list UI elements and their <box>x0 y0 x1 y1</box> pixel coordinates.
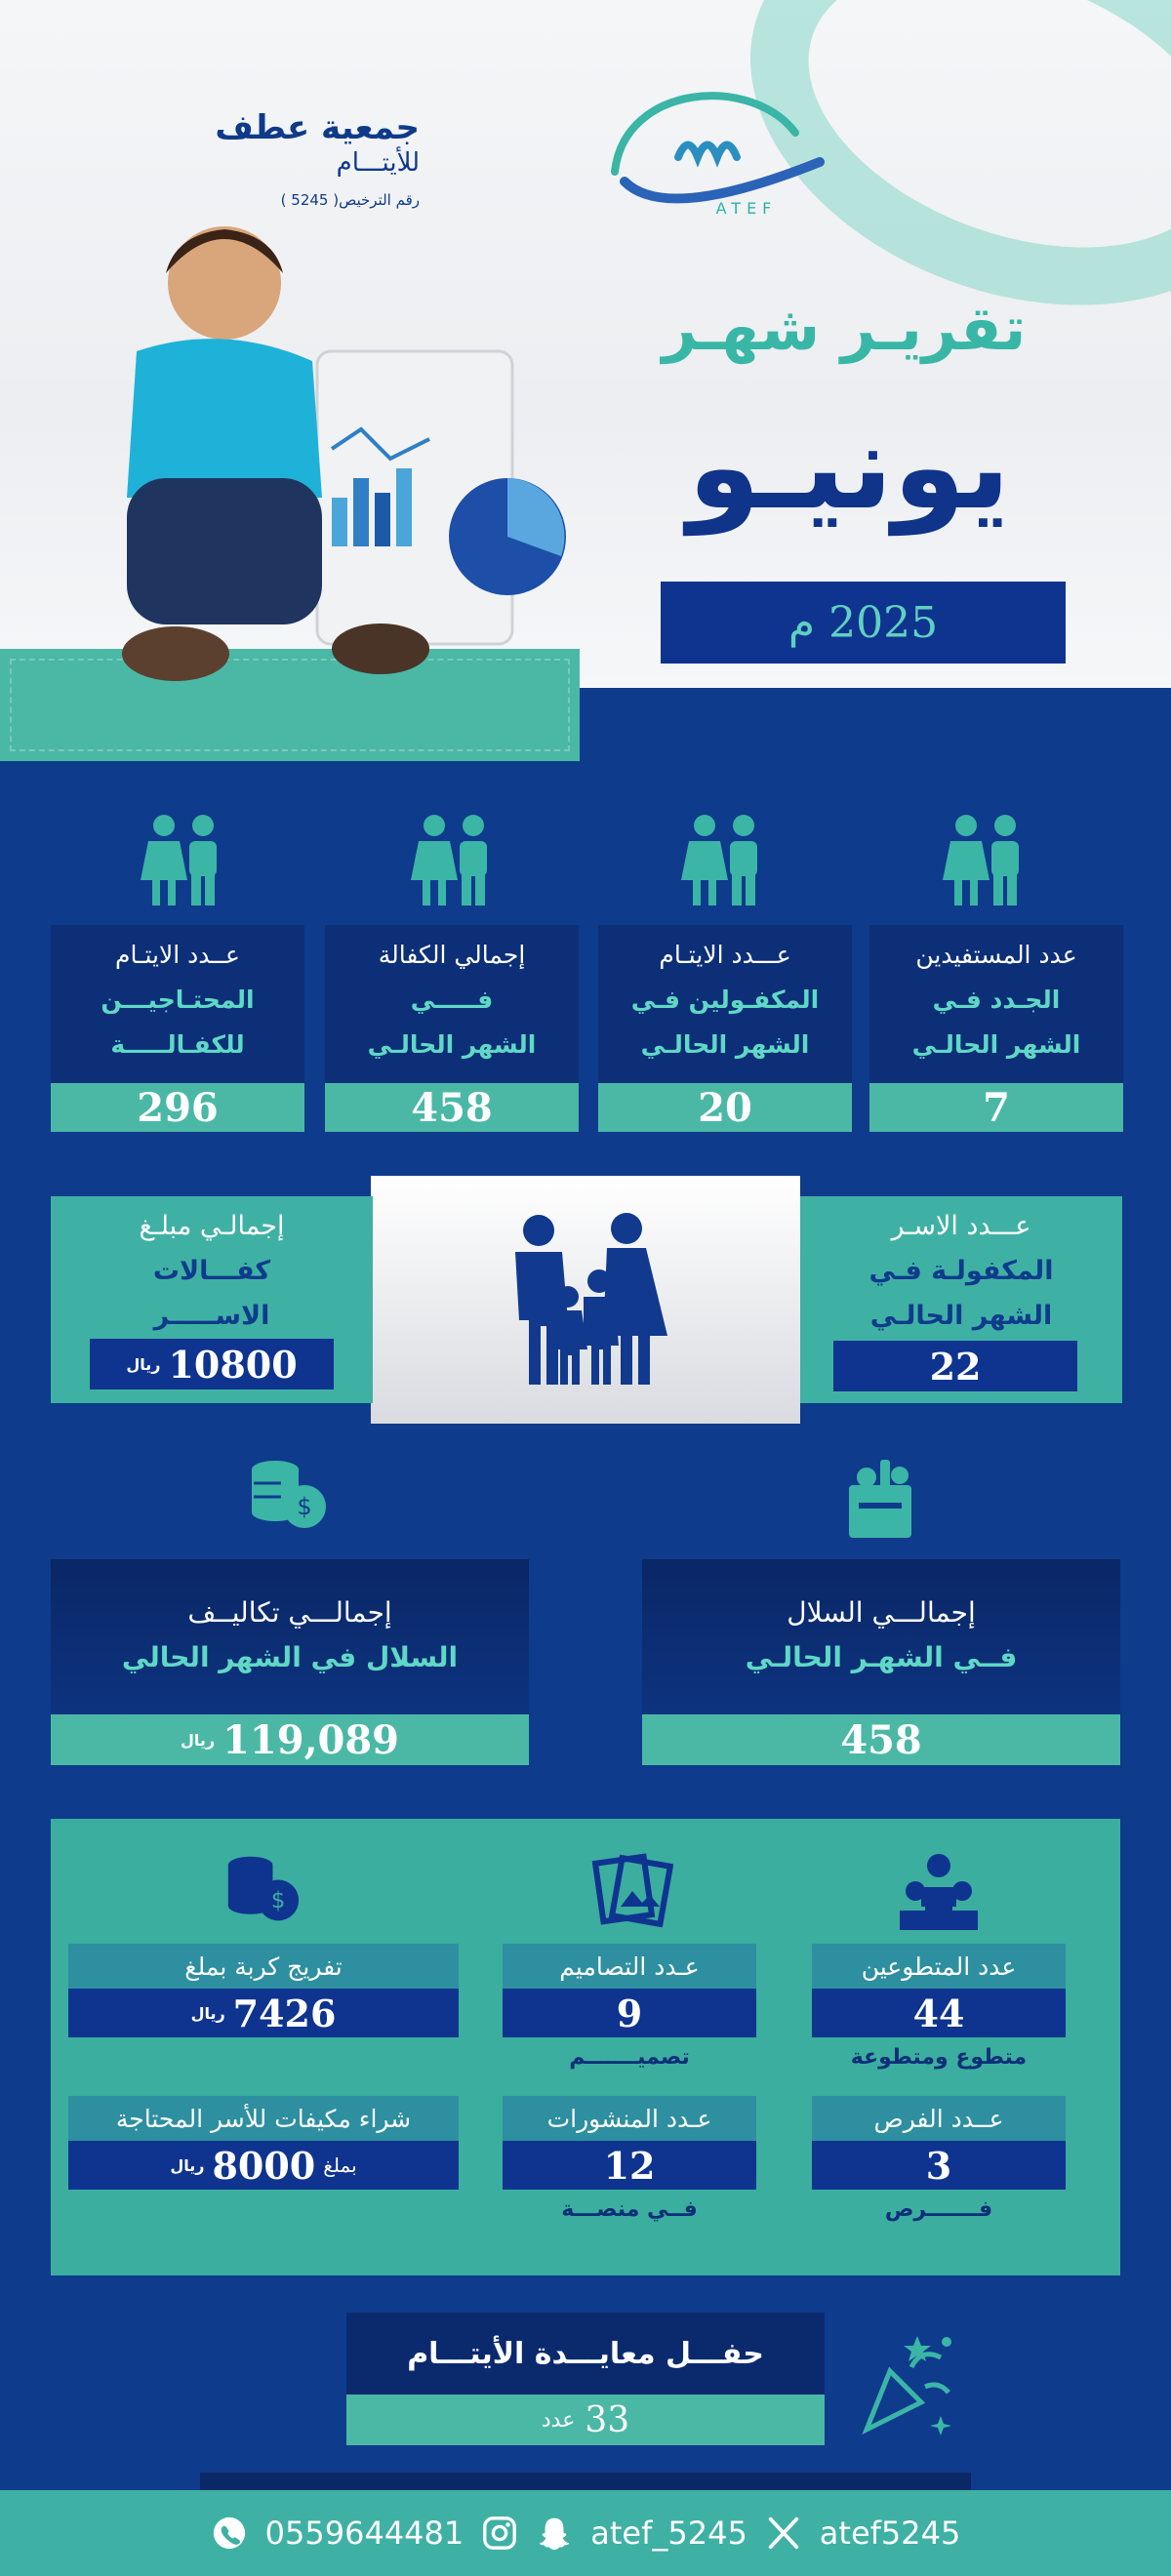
currency-unit: ريال <box>180 1730 216 1750</box>
box-line: السلال في الشهر الحالي <box>121 1641 459 1673</box>
relief-stat <box>68 1944 459 2037</box>
stat-value: 458 <box>325 1083 579 1132</box>
box-label <box>642 1590 1120 1680</box>
baskets-count-box <box>642 1559 1120 1720</box>
celebration-icon <box>857 2328 960 2437</box>
divider-bar <box>200 2473 971 2490</box>
families-amount-card <box>51 1196 373 1403</box>
activities-panel <box>51 1819 1120 2275</box>
family-icon <box>498 1213 673 1389</box>
phone-number[interactable]: 0559644481 <box>264 2515 464 2552</box>
stat-heading: عـدد المنشورات <box>503 2096 756 2141</box>
box-label <box>51 1590 529 1680</box>
svg-text:$: $ <box>270 1888 286 1914</box>
logo-name: جمعية عطف <box>215 108 420 147</box>
stat-label <box>869 925 1123 1067</box>
stat-value: 3 <box>812 2141 1066 2190</box>
opportunities-stat <box>812 2096 1066 2231</box>
stat-line: المحتـاجيـــن <box>101 986 255 1014</box>
event-title-box <box>346 2313 825 2395</box>
stat-heading: شراء مكيفات للأسر المحتاجة <box>68 2096 459 2141</box>
stat-heading: عـدد التصاميم <box>503 1944 756 1989</box>
stat-unit: فـــــــرص <box>884 2197 993 2222</box>
volunteers-icon <box>898 1848 980 1930</box>
designs-icon <box>591 1848 673 1930</box>
instagram-handle[interactable]: atef_5245 <box>590 2515 747 2552</box>
stat-value: 44 <box>812 1989 1066 2037</box>
children-icon <box>675 812 773 906</box>
currency-unit: ريال <box>190 2003 225 2023</box>
stat-line: عــدد الايتـام <box>115 941 240 969</box>
event-count-prefix: عدد <box>541 2407 576 2433</box>
logo-subtitle: للأيتـــام <box>336 148 420 178</box>
report-title: تقريـر شهـر <box>662 293 1027 364</box>
card-line: كفـــالات <box>152 1256 271 1286</box>
card-label <box>51 1204 373 1339</box>
stat-value: 9 <box>503 1989 756 2037</box>
stat-line: للكفـالـــــة <box>110 1030 245 1059</box>
families-count-value: 22 <box>833 1341 1077 1391</box>
child-with-charts-illustration <box>68 205 566 751</box>
posts-stat <box>503 2096 756 2231</box>
instagram-icon[interactable] <box>481 2515 518 2552</box>
children-icon <box>937 812 1034 906</box>
x-handle[interactable]: atef5245 <box>819 2515 961 2552</box>
logo-license: رقم الترخيص( 5245 ) <box>280 191 420 209</box>
stat-heading: عــدد الفرص <box>812 2096 1066 2141</box>
logo-latin: ATEF <box>715 199 778 218</box>
stat-label <box>598 925 852 1067</box>
volunteers-stat <box>812 1944 1066 2078</box>
stat-line: عدد المستفيدين <box>915 941 1077 969</box>
families-count-card <box>800 1196 1122 1403</box>
children-icon <box>405 812 503 906</box>
grocery-bag-icon <box>845 1456 915 1538</box>
atef-logo-icon <box>586 64 829 221</box>
children-icon <box>135 812 232 906</box>
amount-number: 8000 <box>212 2143 316 2188</box>
svg-text:$: $ <box>297 1493 312 1520</box>
stat-value: 7 <box>869 1083 1123 1132</box>
box-line: فــي الشهـر الحالـي <box>745 1641 1018 1673</box>
stat-label <box>51 925 304 1067</box>
baskets-count-value: 458 <box>642 1714 1120 1765</box>
designs-stat <box>503 1944 756 2078</box>
stat-label <box>325 925 579 1067</box>
coins-icon <box>248 1456 328 1536</box>
stat-unit: متطوع ومتطوعة <box>850 2045 1028 2070</box>
report-month: يونيـو <box>687 400 1011 536</box>
stat-value: 20 <box>598 1083 852 1132</box>
amount-prefix: بملغ <box>323 2153 357 2177</box>
x-twitter-icon[interactable] <box>765 2515 802 2552</box>
stat-line: إجمالي الكفالة <box>378 941 526 969</box>
stat-line: المكفـولين فـي <box>630 986 820 1014</box>
currency-unit: ريال <box>126 1354 161 1374</box>
card-line: المكفولـة فـي <box>868 1256 1054 1286</box>
baskets-cost-value <box>51 1714 529 1765</box>
event-title: حفـــل معايـــدة الأيتـــام <box>407 2336 764 2371</box>
report-year-text: 2025 م <box>787 597 939 648</box>
stat-line: عـــدد الايتـام <box>659 941 791 969</box>
report-year <box>661 582 1066 664</box>
stat-heading: تفريج كربة بملغ <box>68 1944 459 1989</box>
stat-line: الشهر الحالـي <box>640 1030 810 1059</box>
snapchat-icon[interactable] <box>536 2515 573 2552</box>
box-line: إجمالـــي السلال <box>787 1596 976 1629</box>
families-amount-value <box>90 1339 334 1389</box>
card-line: الاســـــر <box>153 1301 270 1331</box>
card-label <box>800 1204 1122 1339</box>
coins-icon <box>224 1852 301 1928</box>
stat-heading: عدد المتطوعين <box>812 1944 1066 1989</box>
card-line: الشهر الحالـي <box>869 1301 1053 1331</box>
currency-unit: ريال <box>170 2155 205 2175</box>
stat-value: 296 <box>51 1083 304 1132</box>
family-card <box>371 1176 800 1424</box>
event-count <box>346 2395 825 2445</box>
footer-contacts <box>0 2490 1171 2576</box>
stat-line: فـــــي <box>410 986 494 1014</box>
amount-number: 7426 <box>232 1991 337 2035</box>
stat-line: الجـدد فـي <box>932 986 1061 1014</box>
stat-value <box>68 2141 459 2190</box>
amount-number: 119,089 <box>222 1716 400 1763</box>
amount-number: 10800 <box>168 1342 298 1387</box>
event-count-value: 33 <box>585 2399 630 2440</box>
whatsapp-icon[interactable] <box>211 2515 248 2552</box>
card-line: إجمالـي مبلـغ <box>139 1211 285 1241</box>
stat-unit: فــي منصـــة <box>561 2197 698 2222</box>
baskets-cost-box <box>51 1559 529 1720</box>
stat-unit: تصميـــــــم <box>569 2045 690 2070</box>
box-line: إجمالـــي تكاليــف <box>187 1596 392 1629</box>
card-line: عـــدد الاسـر <box>891 1211 1031 1241</box>
stat-line: الشهر الحالـي <box>367 1030 537 1059</box>
stat-line: الشهر الحالـي <box>911 1030 1081 1059</box>
stat-value <box>68 1989 459 2037</box>
ac-purchase-stat <box>68 2096 459 2190</box>
stat-value: 12 <box>503 2141 756 2190</box>
